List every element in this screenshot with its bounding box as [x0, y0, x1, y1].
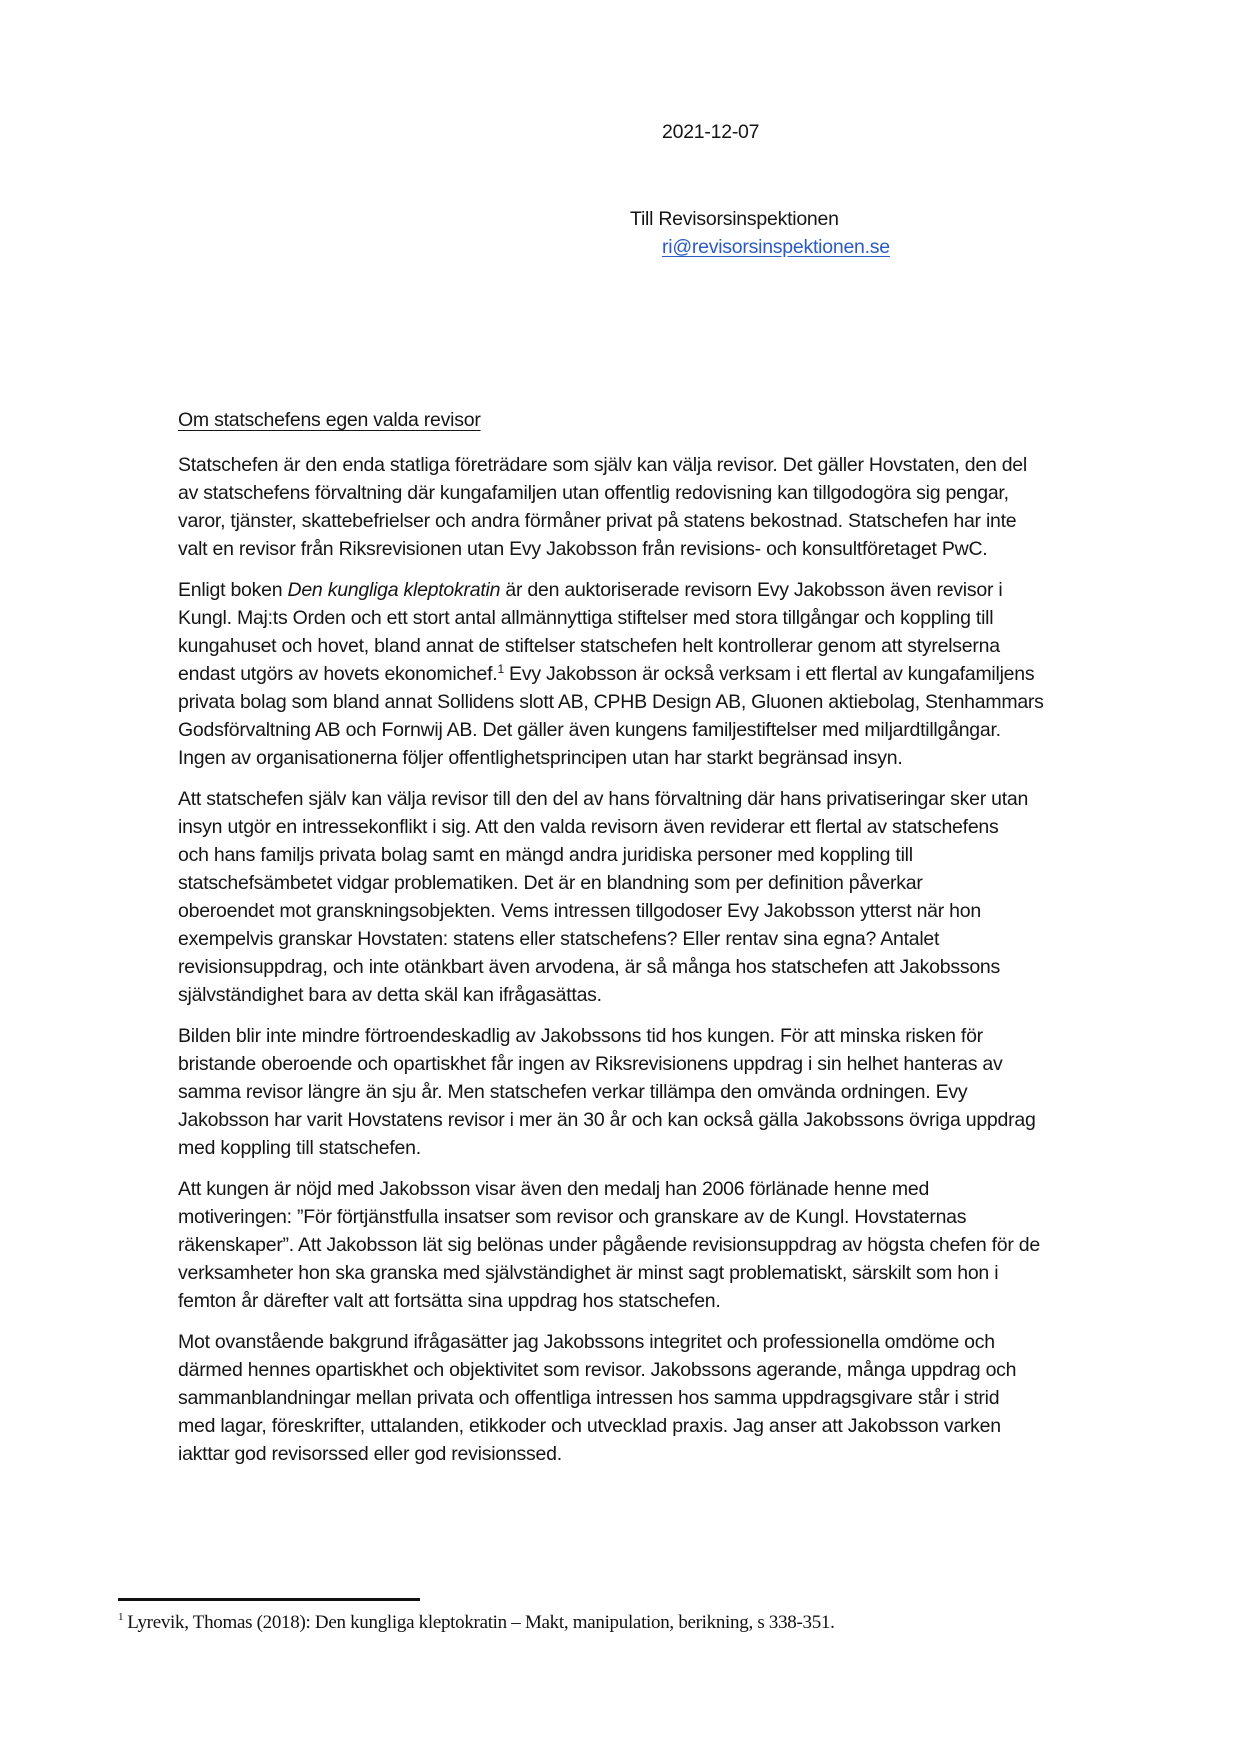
text-line: kungahuset och hovet, bland annat de stiftelser statschefen helt kontrollerar genom att styrelserna: [178, 635, 1000, 657]
letter-body: [178, 451, 1138, 1481]
text-segment: endast utgörs av hovets ekonomichef.: [178, 663, 498, 685]
text-line: Ingen av organisationerna följer offentlighetsprincipen utan har starkt begränsad insyn.: [178, 747, 903, 769]
text-segment: Enligt boken: [178, 579, 288, 601]
text-line: därmed hennes opartiskhet och objektivitet som revisor. Jakobssons agerande, många uppdrag och: [178, 1359, 1017, 1381]
letter-date: 2021-12-07: [662, 121, 760, 143]
text-line: Statschefen är den enda statliga företrädare som själv kan välja revisor. Det gäller Hovstaten, den del: [178, 454, 1027, 476]
text-line: Att statschefen själv kan välja revisor till den del av hans förvaltning där hans privatiseringar sker utan: [178, 788, 1029, 810]
paragraph-6: [178, 1328, 1138, 1468]
text-line: iakttar god revisorssed eller god revisionssed.: [178, 1443, 562, 1465]
recipient-line: Till Revisorsinspektionen: [630, 208, 839, 230]
text-line: Bilden blir inte mindre förtroendeskadlig av Jakobssons tid hos kungen. För att minska risken för: [178, 1025, 983, 1047]
recipient-email-link[interactable]: ri@revisorsinspektionen.se: [662, 236, 890, 258]
text-line: exempelvis granskar Hovstaten: statens eller statschefens? Eller rentav sina egna? Antalet: [178, 928, 940, 950]
paragraph-3: [178, 785, 1138, 1009]
text-line: motiveringen: ”För förtjänstfulla insatser som revisor och granskare av de Kungl. Hovstaternas: [178, 1206, 967, 1228]
text-line: Mot ovanstående bakgrund ifrågasätter jag Jakobssons integritet och professionella omdöme och: [178, 1331, 995, 1353]
text-line: statschefsämbetet vidgar problematiken. Det är en blandning som per definition påverkar: [178, 872, 923, 894]
text-line: valt en revisor från Riksrevisionen utan Evy Jakobsson från revisions- och konsultföretaget PwC.: [178, 538, 988, 560]
text-line: varor, tjänster, skattebefrielser och andra förmåner privat på statens bekostnad. Statschefen har inte: [178, 510, 1017, 532]
footnote-number: 1: [118, 1611, 124, 1623]
text-line: av statschefens förvaltning där kungafamiljen utan offentlig redovisning kan tillgodogöra sig pengar,: [178, 482, 1009, 504]
document-title: Om statschefens egen valda revisor: [178, 409, 481, 431]
text-line: Jakobsson har varit Hovstatens revisor i mer än 30 år och kan också gälla Jakobssons övriga uppdrag: [178, 1109, 1036, 1131]
text-line: [178, 660, 1138, 688]
footnote-reference[interactable]: 1: [497, 662, 504, 676]
book-title-italic: Den kungliga kleptokratin: [287, 579, 501, 601]
text-line: Godsförvaltning AB och Fornwij AB. Det gäller även kungens familjestiftelser med miljardtillgångar.: [178, 719, 1001, 741]
text-line: femton år därefter valt att fortsätta sina uppdrag hos statschefen.: [178, 1290, 721, 1312]
text-line: [178, 576, 1138, 604]
text-line: Kungl. Maj:ts Orden och ett stort antal allmännyttiga stiftelser med stora tillgångar och koppling till: [178, 607, 994, 629]
paragraph-5: [178, 1175, 1138, 1315]
footnote-text: Lyrevik, Thomas (2018): Den kungliga kleptokratin – Makt, manipulation, berikning, s 338-351.: [127, 1612, 835, 1633]
text-segment: är den auktoriserade revisorn Evy Jakobsson även revisor i: [500, 579, 1003, 601]
text-line: samma revisor längre än sju år. Men statschefen verkar tillämpa den omvända ordningen. Evy: [178, 1081, 968, 1103]
paragraph-4: [178, 1022, 1138, 1162]
text-line: sammanblandningar mellan privata och offentliga intressen hos samma uppdragsgivare står i strid: [178, 1387, 1000, 1409]
text-line: med lagar, föreskrifter, uttalanden, etikkoder och utvecklad praxis. Jag anser att Jakobsson varken: [178, 1415, 1001, 1437]
text-line: självständighet bara av detta skäl kan ifrågasättas.: [178, 984, 602, 1006]
text-line: verksamheter hon ska granska med självständighet är minst sagt problematiskt, särskilt som hon i: [178, 1262, 999, 1284]
text-line: privata bolag som bland annat Sollidens slott AB, CPHB Design AB, Gluonen aktiebolag, Stenhammars: [178, 691, 1044, 713]
paragraph-2: [178, 576, 1138, 772]
footnote-separator: [118, 1598, 420, 1601]
text-line: bristande oberoende och opartiskhet får ingen av Riksrevisionens uppdrag i sin helhet hanteras av: [178, 1053, 1003, 1075]
text-line: räkenskaper”. Att Jakobsson lät sig belönas under pågående revisionsuppdrag av högsta chefen för de: [178, 1234, 1040, 1256]
text-segment: Evy Jakobsson är också verksam i ett flertal av kungafamiljens: [503, 663, 1035, 685]
text-line: revisionsuppdrag, och inte otänkbart även arvodena, är så många hos statschefen att Jakobssons: [178, 956, 1001, 978]
footnote: [118, 1612, 835, 1634]
text-line: med koppling till statschefen.: [178, 1137, 421, 1159]
text-line: insyn utgör en intressekonflikt i sig. Att den valda revisorn även reviderar ett flertal av statschefens: [178, 816, 999, 838]
text-line: Att kungen är nöjd med Jakobsson visar även den medalj han 2006 förlänade henne med: [178, 1178, 930, 1200]
text-line: och hans familjs privata bolag samt en mängd andra juridiska personer med koppling till: [178, 844, 913, 866]
paragraph-1: [178, 451, 1138, 563]
text-line: oberoendet mot granskningsobjekten. Vems intressen tillgodoser Evy Jakobsson ytterst när hon: [178, 900, 981, 922]
